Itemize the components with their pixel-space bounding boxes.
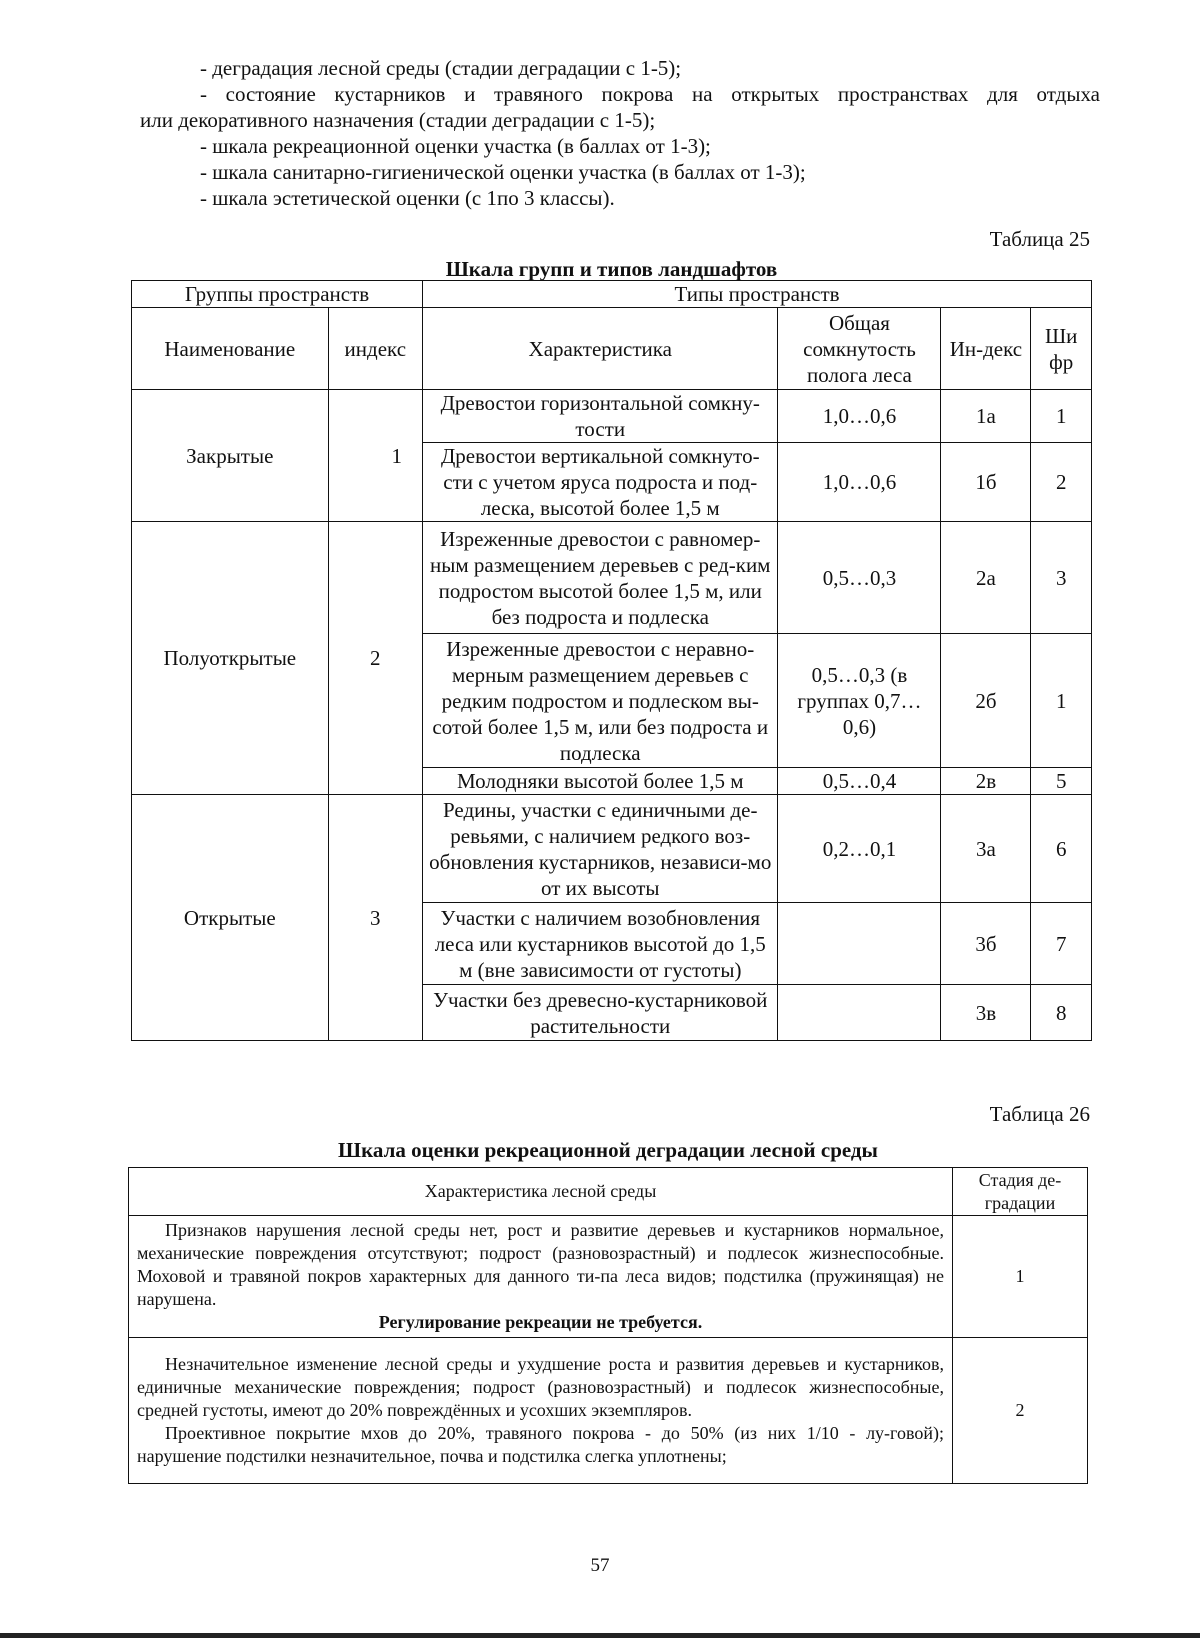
forest-characteristic [129,1338,953,1484]
degradation-table [128,1167,1088,1484]
group-name: Открытые [132,795,329,1041]
type-index: 3а [941,795,1031,903]
characteristic-text: Проективное покрытие мхов до 20%, травяного покрова - до 50% (из них 1/10 - лу-говой); нарушение подстилки незначительное, почва и подстилка слегка уплотнены; [137,1423,944,1466]
regulation-note: Регулирование рекреации не требуется. [378,1312,703,1332]
header-code: Ши фр [1031,308,1092,390]
group-header: Группы пространств [132,281,423,308]
group-index: 1 [328,390,422,522]
header-characteristic: Характеристика [423,308,778,390]
type-closure [778,903,941,985]
table-row [132,795,1092,903]
intro-list [140,55,1100,211]
scan-bottom-edge [0,1633,1200,1638]
type-characteristic: Редины, участки с единичными де-ревьями, с наличием редкого воз-обновления кустарников, независи-мо от их высоты [423,795,778,903]
type-code: 7 [1031,903,1092,985]
characteristic-text: Признаков нарушения лесной среды нет, рост и развитие деревьев и кустарников нормальное, механические повреждения отсутствуют; подрост (разновозрастный) и подлесок жизнеспособные. Моховой и травяной покров характерных для данного ти-па леса видов; подстилка (пружинящая) не нарушена. [137,1220,944,1309]
page-number: 57 [590,1555,610,1576]
forest-characteristic [129,1216,953,1338]
intro-line: - шкала эстетической оценки (с 1по 3 классы). [200,186,615,210]
type-code: 6 [1031,795,1092,903]
type-index: 2б [941,634,1031,768]
table-row [129,1216,1088,1338]
header-name: Наименование [132,308,329,390]
header-forest-characteristic: Характеристика лесной среды [129,1168,953,1216]
intro-line: - деградация лесной среды (стадии деградации с 1-5); [200,56,682,80]
header-type-index: Ин-декс [941,308,1031,390]
type-index: 1а [941,390,1031,443]
intro-line: - шкала санитарно-гигиенической оценки участка (в баллах от 1-3); [200,160,806,184]
header-index: индекс [328,308,422,390]
type-closure: 0,5…0,3 (в группах 0,7…0,6) [778,634,941,768]
type-characteristic: Изреженные древостои с равномер-ным размещением деревьев с ред-ким подростом высотой более 1,5 м, или без подроста и подлеска [423,522,778,634]
characteristic-text: Незначительное изменение лесной среды и ухудшение роста и развития деревьев и кустарников, единичные механические повреждения; подрост (разновозрастный) и подлесок жизнеспособные, средней густоты, имеют до 20% повреждённых и усохших экземпляров. [137,1354,944,1420]
type-closure [778,985,941,1041]
type-characteristic: Древостои горизонтальной сомкну-тости [423,390,778,443]
type-code: 5 [1031,768,1092,795]
type-code: 3 [1031,522,1092,634]
type-code: 1 [1031,634,1092,768]
group-name: Закрытые [132,390,329,522]
type-closure: 1,0…0,6 [778,443,941,522]
group-index: 2 [328,522,422,795]
table-row [132,522,1092,634]
intro-line: или декоративного назначения (стадии деградации с 1-5); [140,108,656,132]
intro-line: - шкала рекреационной оценки участка (в баллах от 1-3); [200,134,711,158]
type-closure: 0,5…0,4 [778,768,941,795]
stage-value: 1 [953,1216,1088,1338]
header-closure: Общая сомкнутость полога леса [778,308,941,390]
type-index: 3в [941,985,1031,1041]
table-row [132,390,1092,443]
table25-caption: Таблица 25 [989,227,1090,251]
type-index: 2в [941,768,1031,795]
type-closure: 0,5…0,3 [778,522,941,634]
type-code: 2 [1031,443,1092,522]
type-closure: 0,2…0,1 [778,795,941,903]
type-characteristic: Древостои вертикальной сомкнуто-сти с учетом яруса подроста и под-леска, высотой более 1,5 м [423,443,778,522]
type-characteristic: Молодняки высотой более 1,5 м [423,768,778,795]
table-row [129,1338,1088,1484]
table25-title: Шкала групп и типов ландшафтов [445,257,778,281]
type-code: 8 [1031,985,1092,1041]
type-closure: 1,0…0,6 [778,390,941,443]
type-characteristic: Изреженные древостои с неравно-мерным размещением деревьев с редким подростом и подлеском вы-сотой более 1,5 м, или без подроста и подлеска [423,634,778,768]
type-characteristic: Участки без древесно-кустарниковой растительности [423,985,778,1041]
group-index: 3 [328,795,422,1041]
table26-caption: Таблица 26 [989,1102,1090,1126]
type-characteristic: Участки с наличием возобновления леса или кустарников высотой до 1,5 м (вне зависимости от густоты) [423,903,778,985]
type-index: 2а [941,522,1031,634]
group-name: Полуоткрытые [132,522,329,795]
type-index: 3б [941,903,1031,985]
stage-value: 2 [953,1338,1088,1484]
header-stage: Стадия де-градации [953,1168,1088,1216]
table26-title: Шкала оценки рекреационной деградации лесной среды [338,1138,878,1162]
type-index: 1б [941,443,1031,522]
landscape-groups-table [131,280,1092,1041]
type-code: 1 [1031,390,1092,443]
intro-line: - состояние кустарников и травяного покрова на открытых пространствах для отдыха [200,82,1100,106]
types-header: Типы пространств [423,281,1092,308]
